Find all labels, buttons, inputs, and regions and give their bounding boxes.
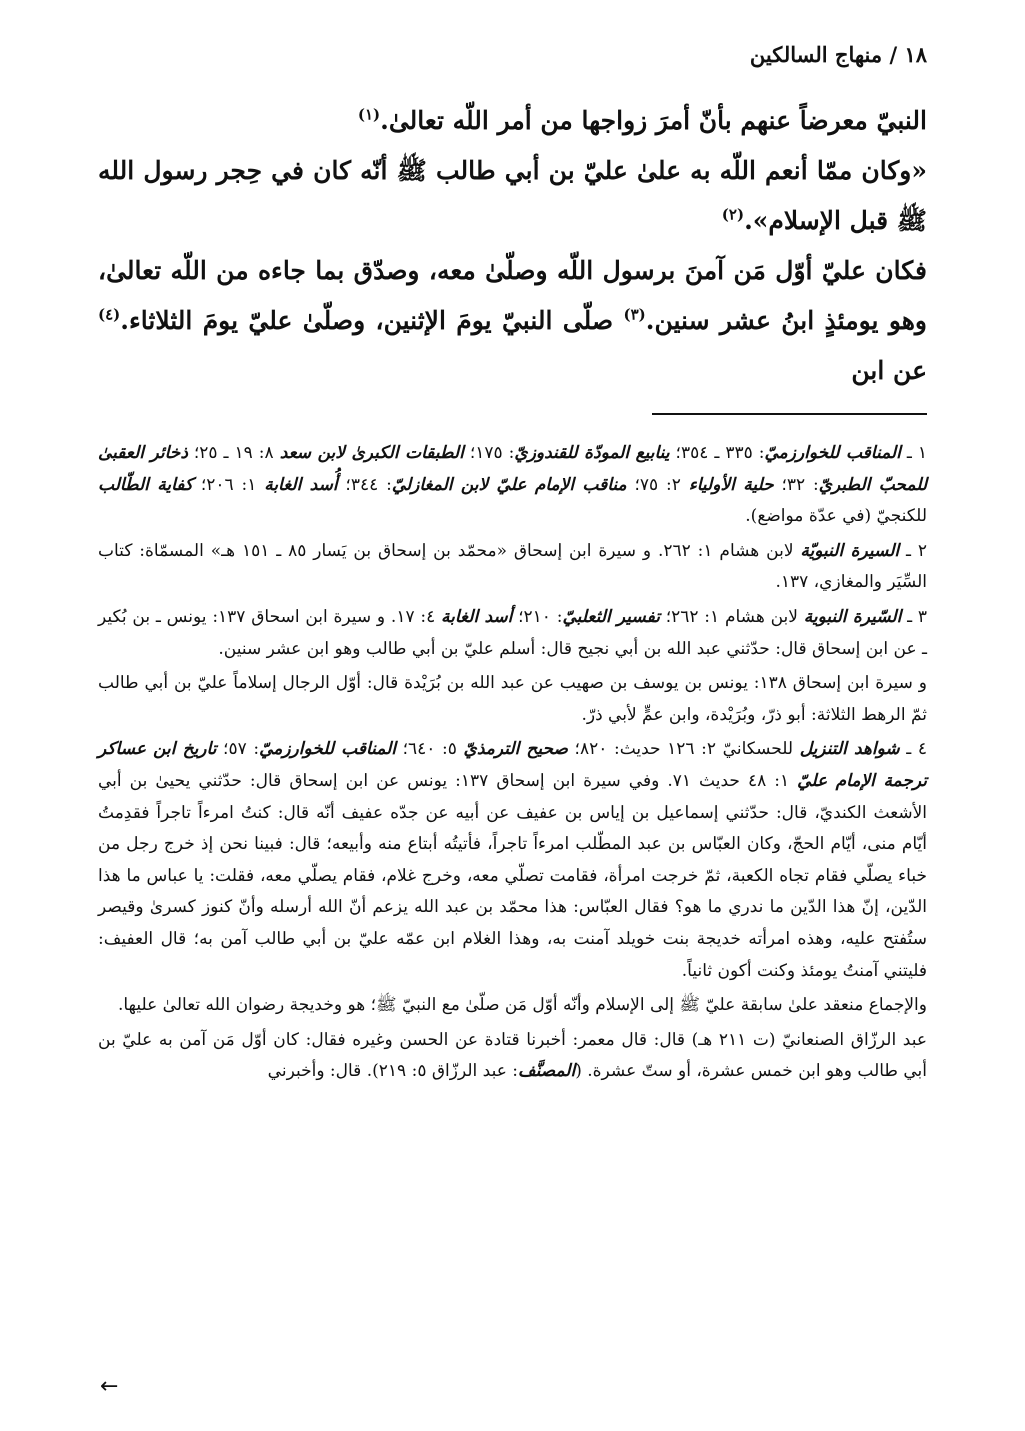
source-title: السيرة النبويّة (800, 540, 900, 561)
source-title: الطبقات الكبرىٰ لابن سعد (279, 443, 464, 463)
running-header (98, 42, 927, 67)
source-title: السّيرة النبوية (803, 606, 902, 627)
footnote-4 (98, 734, 927, 987)
footnote-4-abdulrazzaq (98, 1025, 927, 1088)
source-ref: لابن هشام ١: ٢٦٢. و سيرة ابن إسحاق «محمّد بن إسحاق بن يَسار ٨٥ ـ ١٥١ هـ» المسمّاة: كتاب السِّيَر والمغازي، ١٣٧. (98, 540, 927, 593)
main-text (98, 96, 927, 396)
main-paragraph-1 (98, 96, 927, 146)
source-ref: : عبد الرزّاق ٥: ٢١٩). قال: وأخبرني (267, 1061, 518, 1082)
source-ref: : ١٧٥؛ (469, 443, 515, 463)
footnote-number: ٢ ـ (906, 540, 928, 561)
main-paragraph-2 (98, 146, 927, 246)
source-title: المناقب للخوارزميّ (259, 739, 397, 760)
source-title: تاريخ ابن عساكر ترجمة الإمام عليّ (98, 739, 928, 791)
source-ref: ١: ٤٨ حديث ٧١. وفي سيرة ابن إسحاق ١٣٧: يونس عن ابن إسحاق قال: حدّثني يحيىٰ بن أبي الأشعث الكنديّ، قال: حدّثني إسماعيل بن إياس بن عفيف عن أبيه عن جدّه عفيف أنّه قال: كنتُ امرءاً تاجراً فقدِمتُ أيّام منى، أيّام الحجّ، وكان العبّاس بن عبد المطّلب امرءاً تاجراً، فأتيتُه أبتاع منه وأبيعه؛ قال: فبينا نحن إذ خرج رجل من خباء يصلّي فقام تجاه الكعبة، ثمّ خرجت امرأة، فقامت تصلّي معه، وخرج غلام، فقام يصلّي معه، فقلت: يا عباس ما هذا الدّين، إنّ هذا الدّين ما ندري ما هو؟ فقال العبّاس: هذا محمّد بن عبد الله يزعم أنّ الله أرسله وأنّ كنوز كسرىٰ وقيصر ستُفتح عليه، وهذه امرأته خديجة بنت خويلد آمنت به، وهذا الغلام ابن عمّه عليّ بن أبي طالب آمن به؛ قال العفيف: فليتني آمنتُ يومئذ وكنت أكون ثانياً. (98, 770, 927, 981)
footnote-3-continued: و سيرة ابن إسحاق ١٣٨: يونس بن يوسف بن صهيب عن عبد الله بن بُرَيْدة قال: أوّل الرجال إسلاماً عليّ بن أبي طالب ثمّ الرهط الثلاثة: أبو ذرّ، وبُرَيْدة، وابن عمٍّ لأبي ذرّ. (98, 673, 927, 725)
source-title: كفاية الطّالب (98, 474, 193, 495)
source-ref: : ٣٣٥ ـ ٣٥٤؛ (675, 443, 765, 463)
footnote-marker[interactable]: (٣) (623, 305, 646, 324)
footnotes (98, 438, 927, 1091)
source-title: أُسد الغابة (264, 474, 338, 495)
footnote-2 (98, 536, 927, 599)
source-ref: : ٣٢؛ (781, 474, 819, 495)
source-ref: : ٣٤٤؛ (345, 474, 392, 495)
source-title: ذخائر العقبىٰ للمحبّ الطبريّ (98, 443, 928, 495)
source-ref: عبد الرزّاق الصنعانيّ (ت ٢١١ هـ) قال: قال معمر: أخبرنا قتادة عن الحسن وغيره فقال: كان أوّل مَن آمن به عليّ بن أبي طالب وهو ابن خمس عشرة، أو ستّ عشرة. ( (98, 1029, 927, 1082)
main-paragraph-3 (98, 246, 927, 396)
source-ref: : ٢١٠؛ (518, 606, 563, 627)
paragraph-text: «وكان ممّا أنعم اللّه به علىٰ عليّ بن أبي طالب ﷺ أنّه كان في حِجر رسول الله ﷺ قبل الإسلام». (98, 156, 927, 235)
footnote-4-consensus: والإجماع منعقد علىٰ سابقة عليّ ﷺ إلى الإسلام وأنّه أوّل مَن صلّىٰ مع النبيّ ﷺ؛ هو وخديجة رضوان الله تعالىٰ عليها. (117, 995, 927, 1016)
source-title: المناقب للخوارزميّ (764, 443, 901, 463)
source-ref: ١: ٢٠٦؛ (200, 474, 257, 495)
source-title: حلية الأولياء (688, 474, 774, 495)
continuation-arrow-icon: ← (100, 1374, 119, 1399)
source-title: أسد الغابة (441, 606, 513, 627)
source-ref: ٨: ١٩ ـ ٢٥؛ (193, 443, 274, 463)
source-title: المصنَّف (518, 1061, 576, 1082)
footnote-divider (652, 413, 927, 415)
footnote-number: ٤ ـ (906, 739, 927, 760)
source-title: ينابيع المودّة للقندوزيّ (514, 443, 670, 463)
footnote-marker[interactable]: (٤) (98, 305, 121, 324)
book-title: منهاج السالكين (749, 42, 883, 67)
paragraph-text: صلّى النبيّ يومَ الإثنين، وصلّىٰ عليّ يومَ الثلاثاء. (120, 306, 614, 335)
footnote-3 (98, 602, 927, 665)
source-ref: للكنجيّ (في عدّة مواضع). (745, 506, 927, 527)
footnote-marker[interactable]: (١) (357, 105, 381, 124)
paragraph-text: النبيّ معرضاً عنهم بأنّ أمرَ زواجها من أمر اللّه تعالىٰ. (380, 106, 927, 135)
source-ref: : ٥٧؛ (223, 739, 260, 760)
source-ref: ٢: ٧٥؛ (634, 474, 681, 495)
source-ref: ٥: ٦٤٠؛ (402, 739, 457, 760)
source-ref: ٤: ١٧. و سيرة ابن اسحاق ١٣٧: يونس ـ بن بُكير ـ عن ابن إسحاق قال: حدّثني عبد الله بن أبي نجيح قال: أسلم عليّ بن أبي طالب وهو ابن عشر سنين. (98, 606, 927, 659)
paragraph-text: عن ابن (851, 356, 927, 385)
footnote-number: ١ ـ (906, 443, 927, 463)
footnote-marker[interactable]: (٢) (721, 205, 745, 224)
source-ref: للحسكانيّ ٢: ١٢٦ حديث: ٨٢٠؛ (574, 739, 794, 760)
header-separator: / (889, 42, 898, 67)
footnote-number: ٣ ـ (907, 606, 927, 627)
source-title: تفسير الثعلبيّ (562, 606, 660, 627)
paragraph-text: فكان عليّ أوّل مَن آمنَ برسول اللّه وصلّىٰ معه، وصدّق بما جاءه من اللّه تعالىٰ، وهو يومئذٍ ابنُ عشر سنين. (98, 256, 927, 335)
source-title: صحيح الترمذيّ (463, 739, 568, 760)
source-ref: لابن هشام ١: ٢٦٢؛ (665, 606, 798, 627)
page-number: ١٨ (904, 42, 927, 67)
source-title: شواهد التنزيل (799, 739, 900, 760)
footnote-1 (98, 438, 927, 533)
source-title: مناقب الإمام عليّ لابن المغازليّ (391, 474, 627, 495)
